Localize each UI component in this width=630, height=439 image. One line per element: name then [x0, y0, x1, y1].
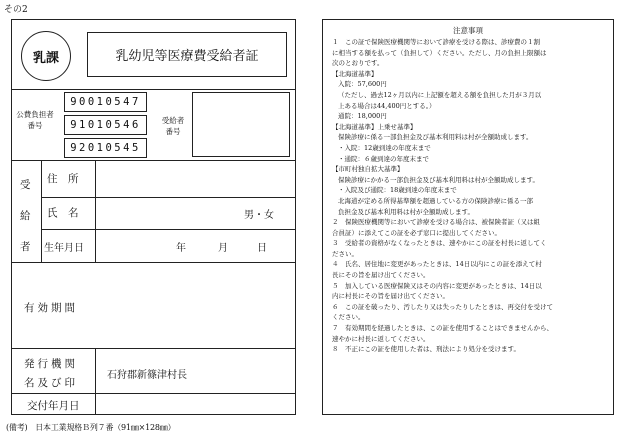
notes-line: 北海道が定める所得基準額を超過している方の保険診療に係る一部	[338, 196, 533, 205]
rule	[41, 160, 42, 262]
issuer-label-line2: 名及び印	[24, 377, 78, 389]
rule	[95, 160, 96, 262]
notes-line: 速やかに村長に返してください。	[332, 334, 430, 343]
dept-stamp: 乳課	[21, 31, 71, 81]
notes-line: 【北海道基準】上乗せ基準】	[332, 122, 417, 131]
birth-day-unit: 日	[257, 243, 267, 254]
notes-line: ８ 不正にこの証を使用した者は、刑法により処分を受けます。	[332, 345, 520, 354]
rule	[11, 262, 296, 263]
rule	[41, 197, 296, 198]
recipient-number-label: 受給者 番号	[161, 116, 185, 136]
notes-line: 負担金及び基本利用料は村が全額助成します。	[338, 207, 474, 216]
notes-line: １ この証で保険医療機関等において診療を受ける際は、診療費の１割	[332, 38, 540, 46]
notes-line: 【市町村独自拡大基準】	[332, 165, 404, 174]
notes-line: 上ある場合は44,400円とする。）	[338, 101, 436, 110]
gender-options: 男・女	[244, 210, 274, 221]
validity-label: 有効期間	[24, 302, 78, 314]
issuer-value: 石狩郡新篠津村長	[107, 370, 187, 381]
notes-line: ださい。	[332, 249, 358, 258]
notes-line: ・通院：６歳到達の年度末まで	[338, 154, 429, 163]
notes-line: ・入院：12歳到達の年度末まで	[338, 143, 431, 152]
notes-line: 内に村長にその旨を届け出てください。	[332, 292, 449, 301]
birth-month-unit: 月	[218, 243, 228, 254]
notes-line: ２ 保険医療機関等において診療を受ける場合は、被保険者証（又は組	[332, 218, 540, 227]
notes-line: 合員証）に添えてこの証を必ず窓口に提出してください。	[332, 228, 501, 237]
birth-year-unit: 年	[176, 243, 186, 254]
recipient-number-field	[192, 92, 290, 157]
birthdate-label: 生年月日	[44, 243, 84, 254]
notes-line: ください。	[332, 313, 365, 322]
rule	[11, 89, 296, 90]
payer-number-1: 90010547	[64, 92, 147, 112]
rule	[41, 229, 296, 230]
notes-line: 保険診療にかかる一部負担金及び基本利用料は村が全額助成します。	[338, 175, 539, 184]
notes-line: に相当する額を払って（負担して）ください。ただし、月の負担上限額は	[332, 48, 547, 57]
notes-line: ６ この証を破ったり、汚したり又は失ったりしたときは、再交付を受けて	[332, 302, 553, 311]
notes-body	[332, 37, 610, 355]
rule	[11, 393, 296, 394]
notes-line: ５ 加入している医療保険又はその内容に変更があったときは、14日以	[332, 281, 542, 290]
payer-number-label: 公費負担者 番号	[16, 110, 54, 130]
payer-number-2: 91010546	[64, 115, 147, 135]
card-title: 乳幼児等医療費受給者証	[87, 32, 287, 77]
notes-line: ３ 受給者の資格がなくなったときは、速やかにこの証を村長に返してく	[332, 239, 547, 248]
side-char-3: 者	[20, 241, 31, 253]
rule	[11, 160, 296, 161]
notes-line: （ただし、過去12ヶ月以内に上記額を超える額を負担した月が３月以	[338, 90, 542, 99]
notes-line: 【北海道基準】	[332, 69, 378, 78]
notes-line: ７ 有効期間を経過したときは、この証を使用することはできませんから、	[332, 324, 553, 333]
rule	[95, 348, 96, 415]
notes-line: 長にその旨を届け出てください。	[332, 271, 430, 280]
notes-line: ・入院及び通院：18歳到達の年度末まで	[338, 186, 457, 195]
notes-line: 次のとおりです。	[332, 59, 384, 68]
name-label: 氏 名	[47, 207, 79, 219]
address-label: 住 所	[47, 173, 79, 185]
notes-line: 入院：57,600円	[338, 80, 387, 89]
notes-title: 注意事項	[453, 26, 483, 35]
notes-line: 通院：18,000円	[338, 112, 387, 121]
notes-line: 保険診療に係る一部負担金及び基本利用料は村が全額助成します。	[338, 133, 533, 142]
issuer-label-line1: 発行機関	[24, 358, 78, 370]
footer-note: (備考) 日本工業規格Ｂ列７番（91㎜×128㎜）	[6, 423, 176, 432]
rule	[11, 348, 296, 349]
payer-number-3: 92010545	[64, 138, 147, 158]
side-char-2: 給	[20, 210, 31, 222]
side-char-1: 受	[20, 179, 31, 191]
form-number: その2	[4, 5, 28, 15]
issue-date-label: 交付年月日	[27, 400, 80, 412]
notes-line: ４ 氏名、居住地に変更があったときは、14日以内にこの証を添えて村	[332, 260, 542, 269]
